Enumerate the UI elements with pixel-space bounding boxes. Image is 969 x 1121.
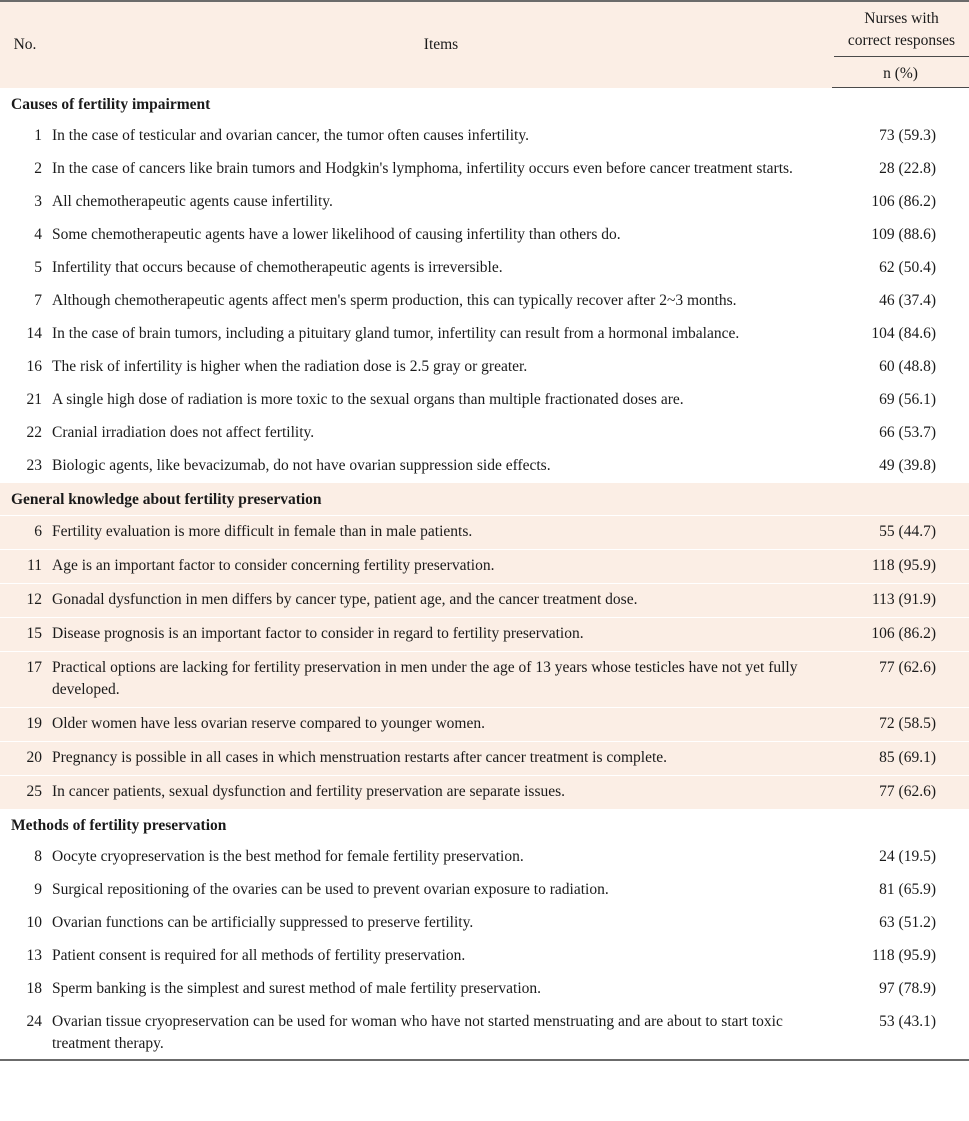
row-number: 1 <box>34 127 42 144</box>
row-correct-count: 72 (58.5) <box>832 708 969 742</box>
row-item: All chemotherapeutic agents cause infertility. <box>52 193 333 210</box>
row-item: In cancer patients, sexual dysfunction and fertility preservation are separate issues. <box>50 776 832 810</box>
row-correct-count: 118 (95.9) <box>832 550 969 584</box>
row-item: Surgical repositioning of the ovaries can be used to prevent ovarian exposure to radiation. <box>52 881 609 898</box>
table-row <box>0 907 969 940</box>
row-number: 15 <box>0 618 50 652</box>
row-item: Oocyte cryopreservation is the best method for female fertility preservation. <box>52 848 524 865</box>
row-number: 18 <box>26 980 42 997</box>
row-item: In the case of testicular and ovarian cancer, the tumor often causes infertility. <box>52 127 529 144</box>
table-row <box>0 120 969 153</box>
table-section <box>0 809 969 1060</box>
row-number: 4 <box>34 226 42 243</box>
row-item: Pregnancy is possible in all cases in which menstruation restarts after cancer treatment is complete. <box>50 742 832 776</box>
row-correct-count: 63 (51.2) <box>879 914 936 931</box>
table-row <box>0 940 969 973</box>
row-number: 8 <box>34 848 42 865</box>
row-correct-count: 106 (86.2) <box>832 618 969 652</box>
row-number: 21 <box>26 391 42 408</box>
header-nurses-line1: Nurses with <box>864 10 939 27</box>
row-item: In the case of brain tumors, including a pituitary gland tumor, infertility can result from a hormonal imbalance. <box>52 325 740 342</box>
row-correct-count: 85 (69.1) <box>832 742 969 776</box>
row-number: 23 <box>26 457 42 474</box>
row-correct-count: 53 (43.1) <box>832 1006 969 1060</box>
table-row <box>0 742 969 776</box>
row-item: Sperm banking is the simplest and surest method of male fertility preservation. <box>52 980 542 997</box>
row-correct-count: 66 (53.7) <box>879 424 936 441</box>
row-correct-count: 69 (56.1) <box>879 391 936 408</box>
table-row <box>0 973 969 1006</box>
row-number: 16 <box>26 358 42 375</box>
row-correct-count: 106 (86.2) <box>871 193 936 210</box>
section-header-row <box>0 809 969 841</box>
row-item: Cranial irradiation does not affect fertility. <box>52 424 315 441</box>
table-row <box>0 708 969 742</box>
table-row <box>0 652 969 708</box>
header-nurses <box>832 1 969 60</box>
row-item: Infertility that occurs because of chemotherapeutic agents is irreversible. <box>52 259 503 276</box>
row-item: Some chemotherapeutic agents have a lower likelihood of causing infertility than others do. <box>52 226 621 243</box>
row-correct-count: 62 (50.4) <box>879 259 936 276</box>
table-row <box>0 153 969 186</box>
row-correct-count: 49 (39.8) <box>879 457 936 474</box>
row-number: 11 <box>0 550 50 584</box>
row-number: 5 <box>34 259 42 276</box>
row-correct-count: 24 (19.5) <box>879 848 936 865</box>
table-row <box>0 384 969 417</box>
row-item: Ovarian functions can be artificially suppressed to preserve fertility. <box>52 914 474 931</box>
table-row <box>0 618 969 652</box>
row-correct-count: 97 (78.9) <box>879 980 936 997</box>
row-number: 7 <box>34 292 42 309</box>
table-row <box>0 417 969 450</box>
row-item: In the case of cancers like brain tumors and Hodgkin's lymphoma, infertility occurs even before cancer treatment starts. <box>52 160 793 177</box>
row-number: 14 <box>26 325 42 342</box>
section-title: Causes of fertility impairment <box>11 96 211 113</box>
table-row <box>0 285 969 318</box>
row-item: Biologic agents, like bevacizumab, do not have ovarian suppression side effects. <box>52 457 551 474</box>
row-correct-count: 77 (62.6) <box>832 652 969 708</box>
row-number: 25 <box>0 776 50 810</box>
table-row <box>0 186 969 219</box>
table-header <box>0 1 969 88</box>
row-item: Disease prognosis is an important factor to consider in regard to fertility preservation. <box>50 618 832 652</box>
table-section <box>0 88 969 484</box>
row-number: 20 <box>0 742 50 776</box>
row-number: 22 <box>26 424 42 441</box>
header-no: No. <box>0 1 50 88</box>
table-row <box>0 219 969 252</box>
row-item: The risk of infertility is higher when the radiation dose is 2.5 gray or greater. <box>52 358 528 375</box>
table-row <box>0 1006 969 1060</box>
row-number: 9 <box>34 881 42 898</box>
row-number: 3 <box>34 193 42 210</box>
table-row <box>0 584 969 618</box>
row-correct-count: 113 (91.9) <box>832 584 969 618</box>
row-correct-count: 118 (95.9) <box>872 947 936 964</box>
table-section <box>0 483 969 809</box>
section-header-row <box>0 483 969 516</box>
section-header-row <box>0 88 969 121</box>
row-correct-count: 46 (37.4) <box>879 292 936 309</box>
header-nurses-line2: correct responses <box>847 32 956 49</box>
row-item: Although chemotherapeutic agents affect men's sperm production, this can typically recover after 2~3 months. <box>52 292 737 309</box>
row-item: Fertility evaluation is more difficult in female than in male patients. <box>50 516 832 550</box>
row-number: 12 <box>0 584 50 618</box>
table-row <box>0 841 969 874</box>
row-correct-count: 109 (88.6) <box>871 226 936 243</box>
row-item: Ovarian tissue cryopreservation can be used for woman who have not started menstruating and are about to start toxic treatment therapy. <box>50 1006 832 1060</box>
header-unit: n (%) <box>832 60 969 88</box>
table-row <box>0 318 969 351</box>
row-item: A single high dose of radiation is more toxic to the sexual organs than multiple fractionated doses are. <box>52 391 684 408</box>
row-item: Practical options are lacking for fertility preservation in men under the age of 13 years whose testicles have not yet fully developed. <box>50 652 832 708</box>
row-number: 13 <box>26 947 42 964</box>
row-item: Age is an important factor to consider concerning fertility preservation. <box>50 550 832 584</box>
row-item: Patient consent is required for all methods of fertility preservation. <box>52 947 466 964</box>
row-correct-count: 60 (48.8) <box>879 358 936 375</box>
row-correct-count: 104 (84.6) <box>871 325 936 342</box>
table-row <box>0 450 969 483</box>
row-number: 2 <box>34 160 42 177</box>
row-correct-count: 81 (65.9) <box>879 881 936 898</box>
row-correct-count: 73 (59.3) <box>879 127 936 144</box>
row-number: 6 <box>0 516 50 550</box>
row-number: 10 <box>26 914 42 931</box>
table-row <box>0 252 969 285</box>
row-item: Older women have less ovarian reserve compared to younger women. <box>50 708 832 742</box>
row-number: 17 <box>0 652 50 708</box>
table-row <box>0 516 969 550</box>
table-row <box>0 550 969 584</box>
table-row <box>0 776 969 810</box>
table-row <box>0 351 969 384</box>
row-number: 24 <box>0 1006 50 1060</box>
row-correct-count: 28 (22.8) <box>879 160 936 177</box>
row-number: 19 <box>0 708 50 742</box>
section-title: Methods of fertility preservation <box>11 817 227 834</box>
row-item: Gonadal dysfunction in men differs by cancer type, patient age, and the cancer treatment dose. <box>50 584 832 618</box>
table-row <box>0 874 969 907</box>
row-correct-count: 55 (44.7) <box>832 516 969 550</box>
section-title: General knowledge about fertility preservation <box>0 483 969 516</box>
header-items: Items <box>50 1 832 88</box>
row-correct-count: 77 (62.6) <box>832 776 969 810</box>
